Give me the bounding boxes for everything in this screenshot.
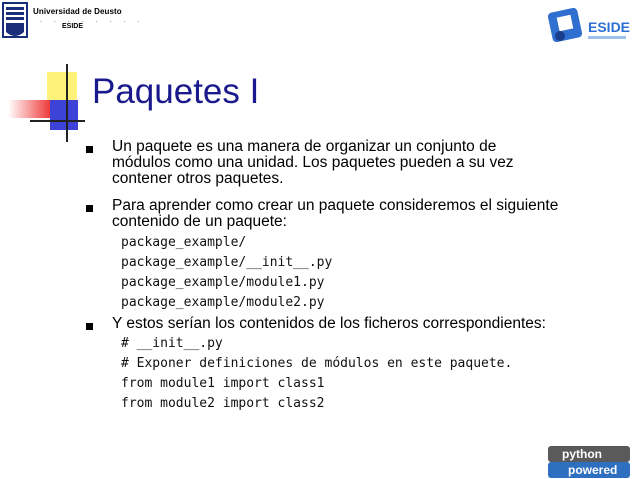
code-line: package_example/module1.py: [121, 275, 325, 290]
university-school: ESIDE: [62, 23, 84, 30]
bullet-marker: [86, 205, 93, 212]
eside-logo: [548, 2, 630, 48]
university-crest-icon: [2, 2, 28, 42]
code-line: from module1 import class1: [121, 376, 325, 391]
bullet-1-line-3: contener otros paquetes.: [112, 170, 284, 187]
bullet-marker: [86, 146, 93, 153]
bullet-1-line-1: Un paquete es una manera de organizar un conjunto de: [112, 138, 497, 155]
bullet-marker: [86, 323, 93, 330]
code-line: package_example/: [121, 235, 247, 250]
decor-horizontal-line: [30, 120, 85, 122]
badge-powered-text: powered: [568, 463, 618, 477]
python-powered-badge: [548, 446, 630, 478]
decor-yellow-square: [47, 72, 77, 102]
code-line: # Exponer definiciones de módulos en este paquete.: [121, 356, 513, 371]
bullet-2-line-2: contenido de un paquete:: [112, 213, 287, 230]
bullet-2-line-1: Para aprender como crear un paquete consideremos el siguiente: [112, 197, 559, 214]
decor-vertical-line: [66, 64, 68, 142]
slide-title: Paquetes I: [92, 72, 260, 111]
university-name: Universidad de Deusto: [33, 7, 122, 16]
decor-blue-square: [50, 100, 78, 130]
eside-logo-text: ESIDE: [588, 19, 630, 35]
badge-python-text: python: [562, 447, 602, 461]
decor-red-bar: [8, 100, 50, 118]
university-decoration: . . . . . . . .: [40, 17, 145, 24]
code-line: package_example/module2.py: [121, 295, 325, 310]
code-line: from module2 import class2: [121, 396, 325, 411]
bullet-3-line-1: Y estos serían los contenidos de los ficheros correspondientes:: [112, 315, 546, 332]
bullet-1-line-2: módulos como una unidad. Los paquetes pueden a su vez: [112, 154, 514, 171]
code-line: # __init__.py: [121, 336, 223, 351]
code-line: package_example/__init__.py: [121, 255, 333, 270]
